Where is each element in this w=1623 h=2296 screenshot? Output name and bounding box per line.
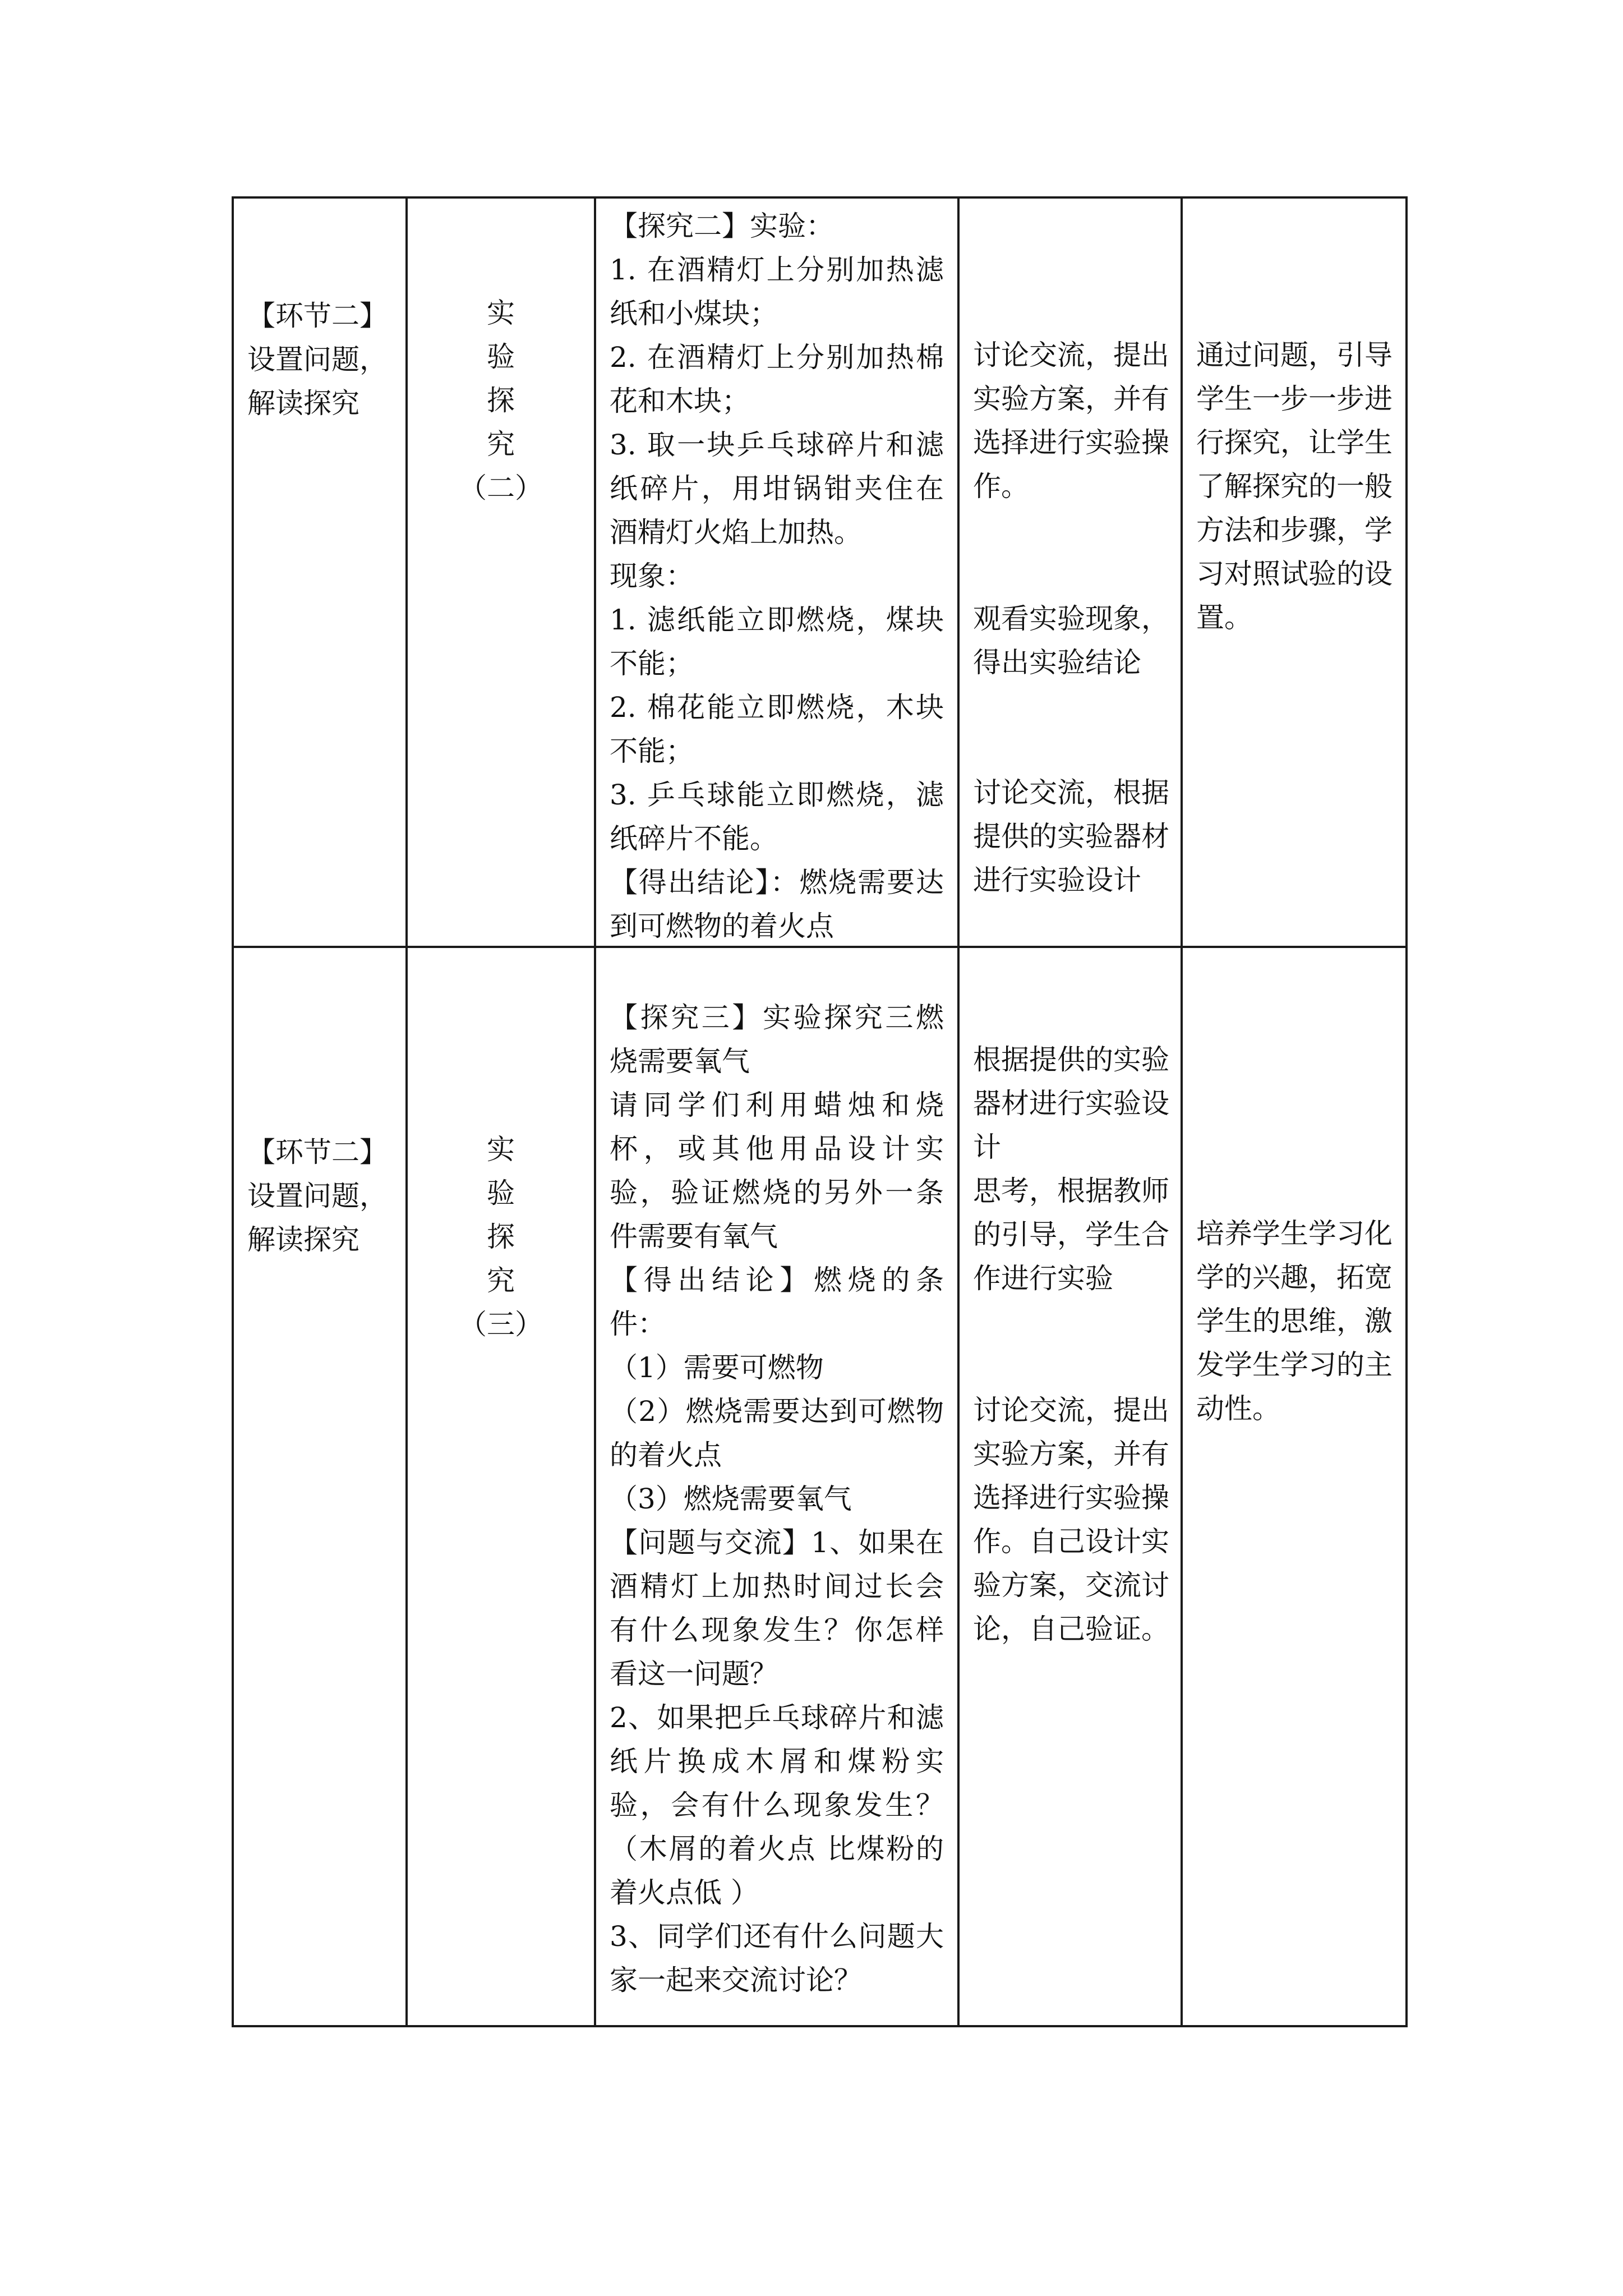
table-row (233, 197, 1407, 947)
teacher-activity-cell (595, 197, 958, 947)
design-intent-cell (1182, 197, 1407, 947)
activity-cell (407, 197, 595, 947)
student-block-3: 讨论交流，提出实验方案，并有选择进行实验操作。自己设计实验方案，交流讨论，自己验证。 (973, 1394, 1169, 1645)
student-activity-cell (958, 947, 1182, 2026)
teacher-activity-cell (595, 947, 958, 2026)
student-block-2: 思考，根据教师的引导，学生合作进行实验 (973, 1175, 1169, 1295)
stage-title: 【环节二】 设置问题， 解读探究 (247, 300, 388, 420)
design-intent-text: 培养学生学习化学的兴趣，拓宽学生的思维，激发学生学习的主动性。 (1196, 1217, 1393, 1425)
stage-cell (233, 197, 407, 947)
activity-label: 实 验 探 究 （三） (459, 1133, 543, 1341)
student-block-1: 根据提供的实验器材进行实验设计 (973, 1043, 1169, 1163)
activity-label: 实 验 探 究 （二） (459, 297, 543, 504)
lesson-plan-table (232, 196, 1408, 2027)
stage-title: 【环节二】 设置问题， 解读探究 (247, 1136, 388, 1256)
activity-cell (407, 947, 595, 2026)
stage-cell (233, 947, 407, 2026)
teacher-content: 【探究三】实验探究三燃烧需要氧气 请同学们利用蜡烛和烧杯，或其他用品设计实验，验证燃烧的另外一条件需要有氧气 【得出结论】燃烧的条件： （1）需要可燃物 （2）燃烧需要达到可燃物的着火点 （3）燃烧需要氧气 【问题与交流】1、如果在酒精灯上加热时间过长会有什么现象发生？你怎样看这一问题？ 2、如果把乒乓球碎片和滤纸片换成木屑和煤粉实验，会有什么现象发生？（木屑的着火点 比煤粉的着火点低 ） 3、同学们还有什么问题大家一起来交流讨论？ (610, 1001, 944, 1996)
design-intent-cell (1182, 947, 1407, 2026)
student-block-3: 讨论交流，根据提供的实验器材进行实验设计 (973, 776, 1169, 896)
student-block-1: 讨论交流，提出实验方案，并有选择进行实验操作。 (973, 339, 1169, 503)
table-row (233, 947, 1407, 2026)
student-block-2: 观看实验现象，得出实验结论 (973, 602, 1169, 679)
design-intent-text: 通过问题，引导学生一步一步进行探究，让学生了解探究的一般方法和步骤，学习对照试验的设置。 (1196, 339, 1393, 634)
teacher-content: 【探究二】实验： 1. 在酒精灯上分别加热滤纸和小煤块； 2. 在酒精灯上分别加热棉花和木块； 3. 取一块乒乓球碎片和滤纸碎片，用坩锅钳夹住在酒精灯火焰上加热。 现象： 1. 滤纸能立即燃烧，煤块不能； 2. 棉花能立即燃烧，木块不能； 3. 乒乓球能立即燃烧，滤纸碎片不能。 【得出结论】：燃烧需要达到可燃物的着火点 (610, 210, 944, 942)
student-activity-cell (958, 197, 1182, 947)
